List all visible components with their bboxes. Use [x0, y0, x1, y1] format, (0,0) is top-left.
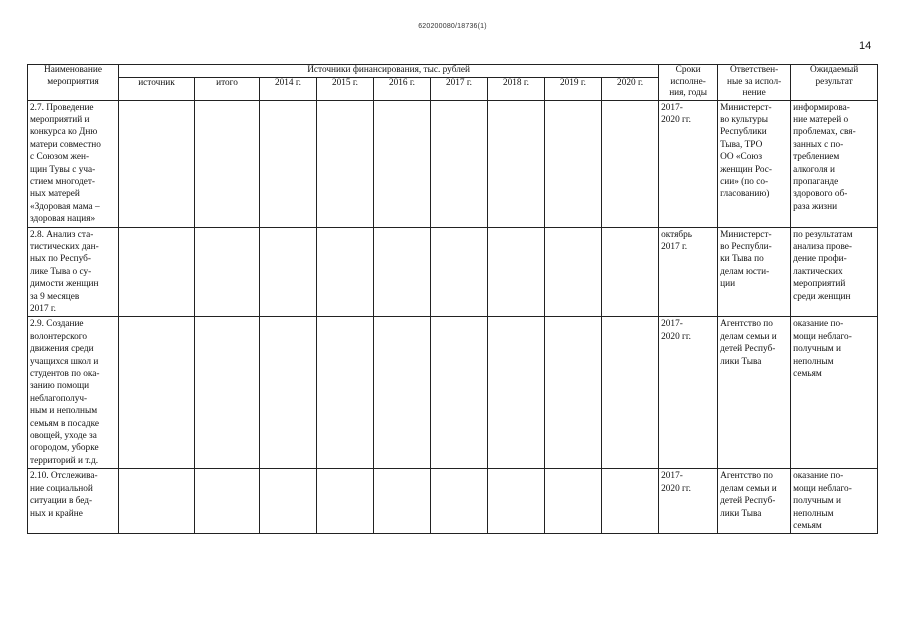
cell-2014	[260, 317, 317, 469]
cell-source	[119, 227, 195, 317]
activities-table	[27, 64, 878, 534]
cell-2014	[260, 469, 317, 534]
page-number: 14	[859, 40, 872, 52]
row-name: 2.7. Проведение мероприятий и конкурса ко Дню матери совместно с Союзом жен- щин Тувы с уча- стием многодет- ных матерей «Здоровая мама – здоровая нация»	[28, 100, 119, 227]
cell-2016	[374, 317, 431, 469]
row-responsible: Министерст- во Республи- ки Тыва по делам юсти- ции	[718, 227, 791, 317]
table-row	[28, 100, 878, 227]
cell-total	[195, 100, 260, 227]
header-result: Ожидаемый результат	[791, 65, 878, 101]
header-year-2019: 2019 г.	[545, 78, 602, 100]
row-result: оказание по- мощи неблаго- получным и неполным семьям	[791, 317, 878, 469]
cell-2019	[545, 469, 602, 534]
row-result: информирова- ние матерей о проблемах, свя- занных с по- треблением алкоголя и пропаганде здорового об- раза жизни	[791, 100, 878, 227]
row-responsible: Агентство по делам семьи и детей Респуб- лики Тыва	[718, 317, 791, 469]
header-year-2014: 2014 г.	[260, 78, 317, 100]
cell-total	[195, 227, 260, 317]
cell-2017	[431, 317, 488, 469]
cell-2015	[317, 469, 374, 534]
row-name: 2.9. Создание волонтерского движения среди учащихся школ и студентов по ока- занию помощи неблагополуч- ным и неполным семьям в посадке овощей, уходе за огородом, уборке территорий и т.д.	[28, 317, 119, 469]
cell-2015	[317, 100, 374, 227]
cell-2019	[545, 317, 602, 469]
cell-source	[119, 100, 195, 227]
cell-total	[195, 317, 260, 469]
header-source: источник	[119, 78, 195, 100]
header-terms: Сроки исполне- ния, годы	[659, 65, 718, 101]
header-year-2020: 2020 г.	[602, 78, 659, 100]
table-row	[28, 227, 878, 317]
cell-2018	[488, 469, 545, 534]
row-terms: 2017- 2020 гг.	[659, 469, 718, 534]
cell-2017	[431, 469, 488, 534]
cell-2020	[602, 100, 659, 227]
row-terms: 2017- 2020 гг.	[659, 100, 718, 227]
header-year-2018: 2018 г.	[488, 78, 545, 100]
cell-2017	[431, 227, 488, 317]
header-total: итого	[195, 78, 260, 100]
cell-2017	[431, 100, 488, 227]
cell-2020	[602, 227, 659, 317]
row-terms: 2017- 2020 гг.	[659, 317, 718, 469]
cell-2020	[602, 317, 659, 469]
cell-2018	[488, 317, 545, 469]
document-id: 620200080/18736(1)	[418, 23, 487, 30]
row-result: оказание по- мощи неблаго- получным и неполным семьям	[791, 469, 878, 534]
row-responsible: Агентство по делам семьи и детей Респуб- лики Тыва	[718, 469, 791, 534]
cell-2018	[488, 100, 545, 227]
cell-source	[119, 469, 195, 534]
row-name: 2.10. Отслежива- ние социальной ситуации в бед- ных и крайне	[28, 469, 119, 534]
header-financing-group: Источники финансирования, тыс. рублей	[119, 65, 659, 78]
header-year-2017: 2017 г.	[431, 78, 488, 100]
cell-total	[195, 469, 260, 534]
cell-2015	[317, 317, 374, 469]
row-result: по результатам анализа прове- дение профи- лактических мероприятий среди женщин	[791, 227, 878, 317]
header-name: Наименование мероприятия	[28, 65, 119, 101]
cell-2016	[374, 227, 431, 317]
cell-2016	[374, 100, 431, 227]
row-responsible: Министерст- во культуры Республики Тыва, ТРО ОО «Союз женщин Рос- сии» (по со- гласованию)	[718, 100, 791, 227]
cell-2019	[545, 100, 602, 227]
header-year-2016: 2016 г.	[374, 78, 431, 100]
row-terms: октябрь 2017 г.	[659, 227, 718, 317]
cell-2019	[545, 227, 602, 317]
table-row	[28, 469, 878, 534]
row-name: 2.8. Анализ ста- тистических дан- ных по Респуб- лике Тыва о су- димости женщин за 9 месяцев 2017 г.	[28, 227, 119, 317]
table-row	[28, 317, 878, 469]
header-year-2015: 2015 г.	[317, 78, 374, 100]
cell-2014	[260, 100, 317, 227]
cell-2015	[317, 227, 374, 317]
cell-source	[119, 317, 195, 469]
cell-2016	[374, 469, 431, 534]
cell-2018	[488, 227, 545, 317]
cell-2020	[602, 469, 659, 534]
cell-2014	[260, 227, 317, 317]
header-responsible: Ответствен- ные за испол- нение	[718, 65, 791, 101]
